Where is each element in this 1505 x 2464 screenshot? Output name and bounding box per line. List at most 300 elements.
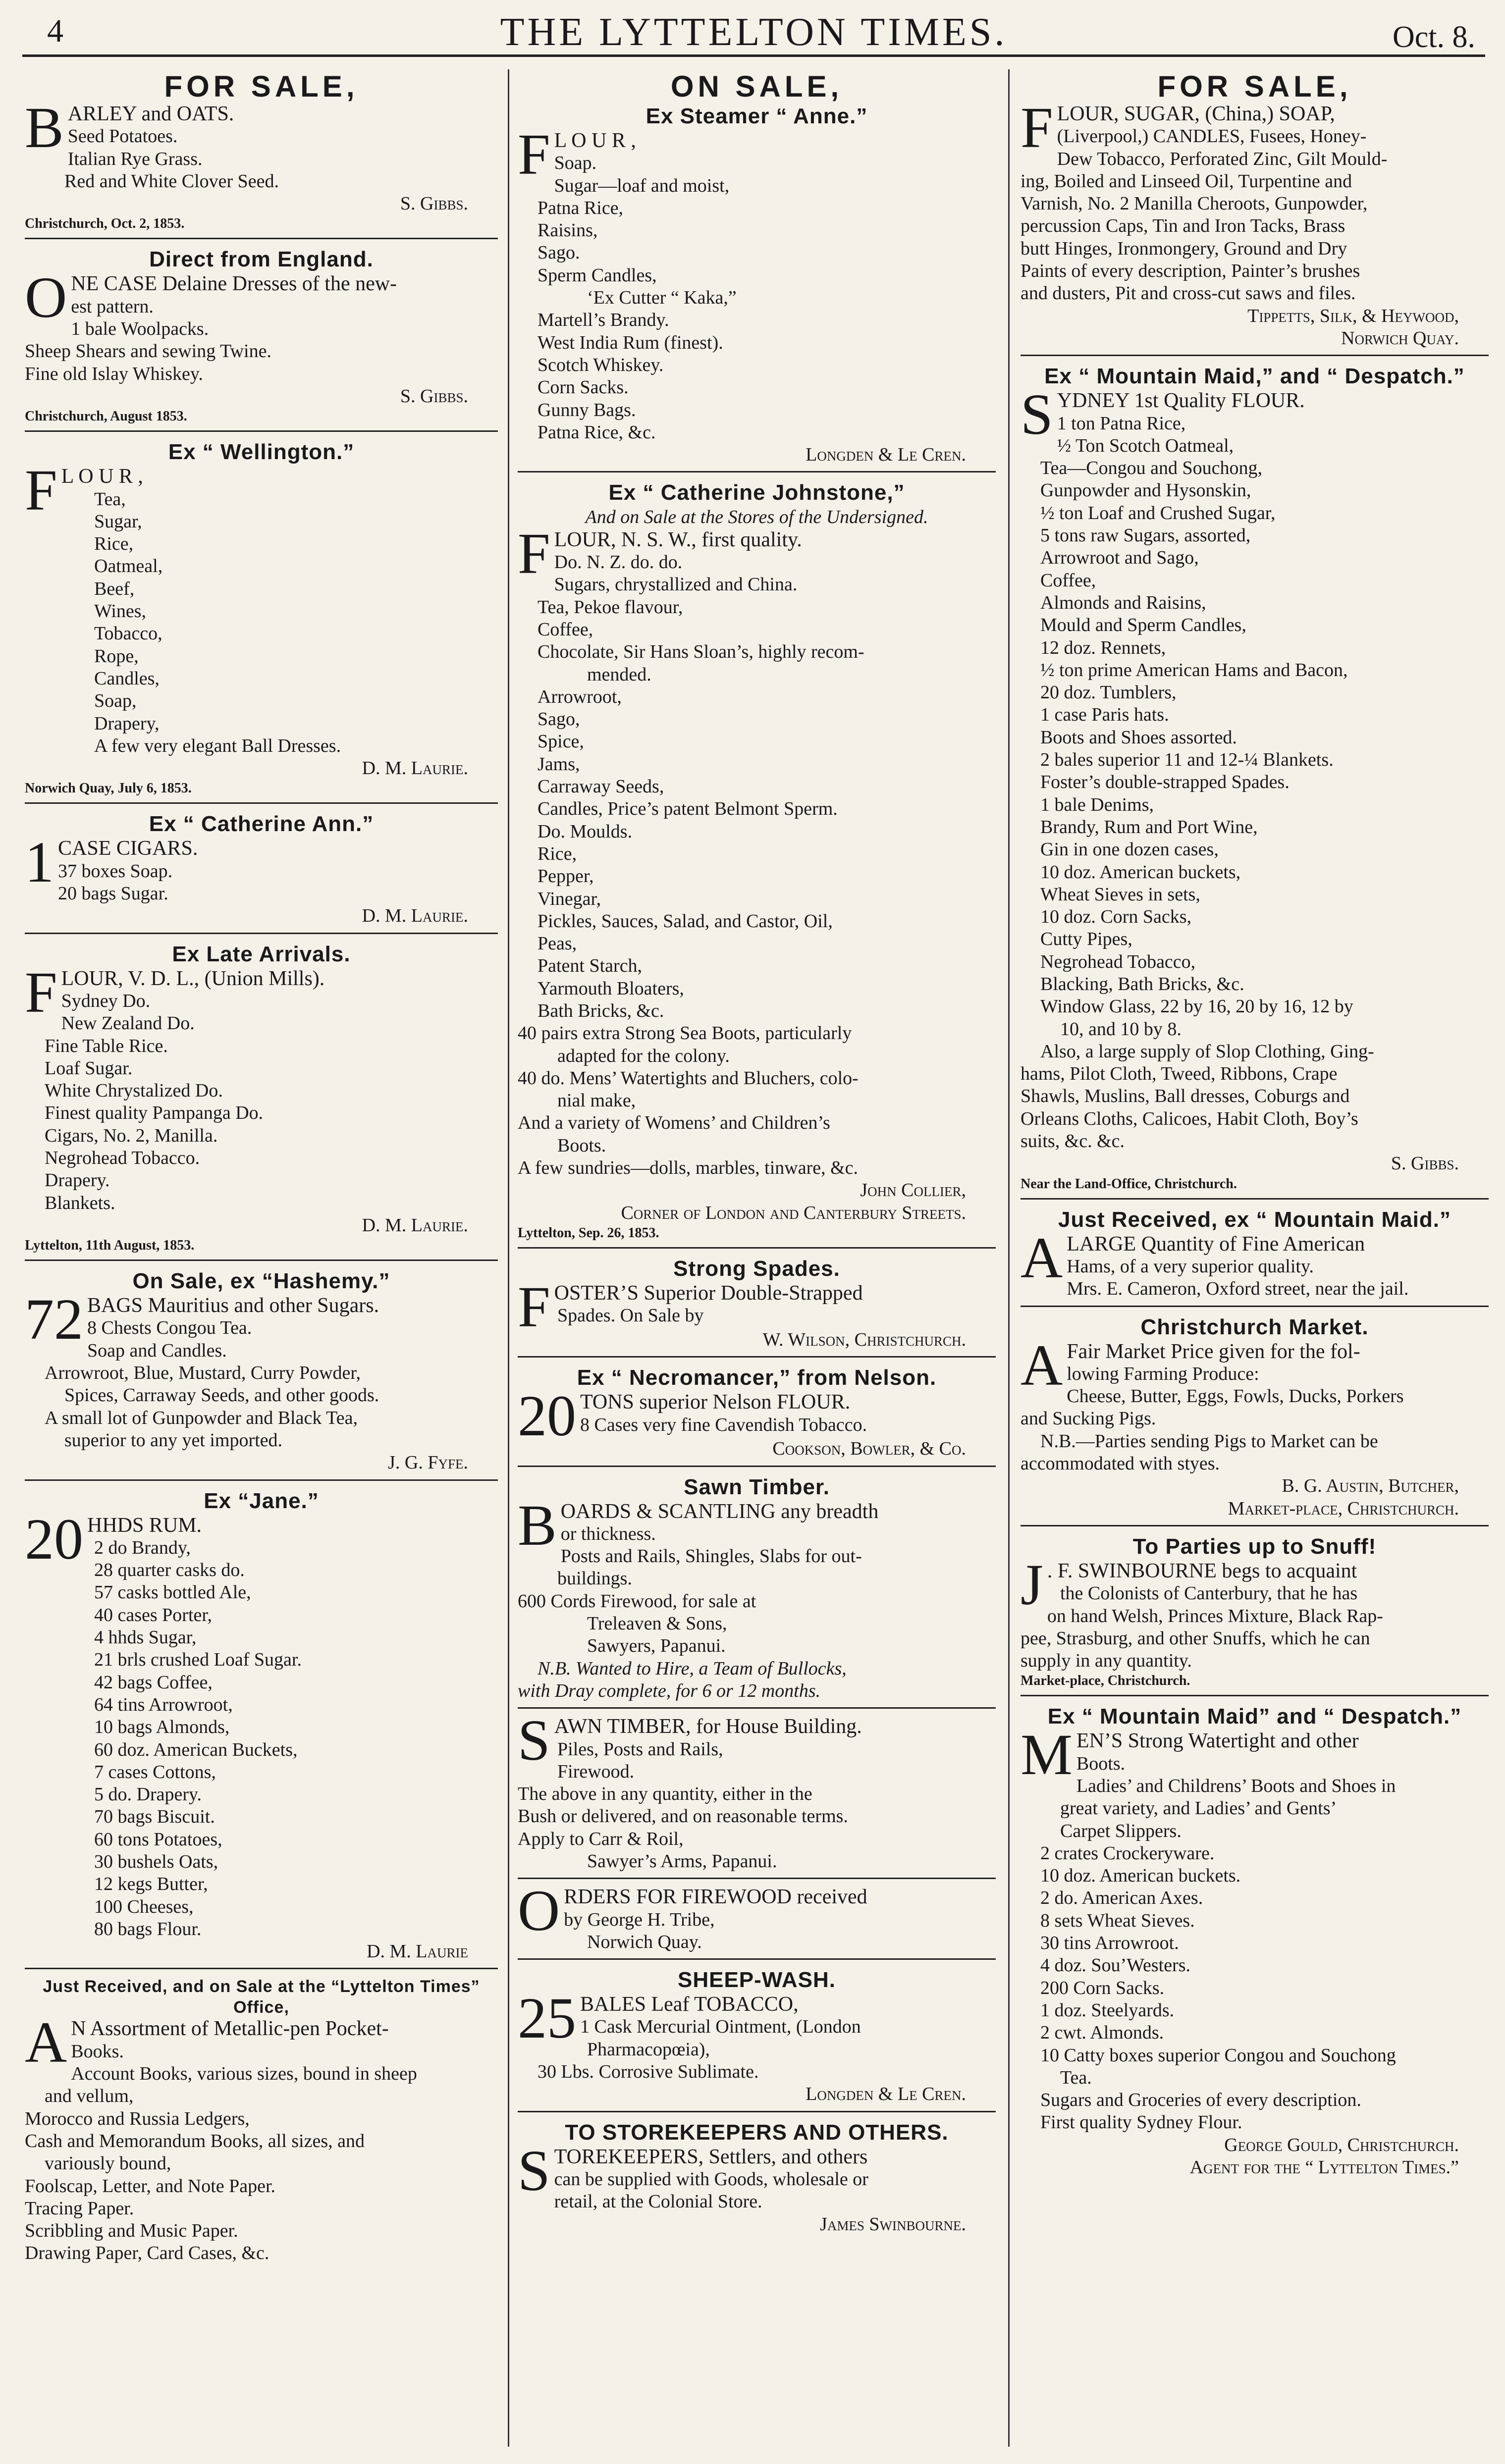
ad-line: 42 bags Coffee, [94, 1672, 213, 1693]
ad-heading: Ex “ Catherine Johnstone,” [608, 480, 905, 505]
ad-line: nial make, [557, 1090, 636, 1111]
ad-line: 30 tins Arrowroot. [1040, 1933, 1179, 1954]
ad-heading: Sawn Timber. [684, 1474, 830, 1499]
ad-line: percussion Caps, Tin and Iron Tacks, Brass [1021, 215, 1345, 237]
ad-first-line: NE CASE Delaine Dresses of the new- [71, 272, 397, 296]
drop-initial: 25 [518, 1986, 576, 2051]
ad-line: Soap, [94, 690, 137, 712]
ad-subheading: And on Sale at the Stores of the Undersigned. [585, 507, 928, 528]
ad-first-line: N Assortment of Metallic-pen Pocket- [71, 2017, 389, 2041]
ad-signature: D. M. Laurie. [362, 758, 468, 779]
ad-signature: D. M. Laurie. [362, 905, 468, 927]
advertisement [25, 69, 498, 239]
page-number: 4 [47, 13, 63, 49]
ad-heading: Ex “ Mountain Maid,” and “ Despatch.” [1044, 364, 1465, 389]
ad-line: butt Hinges, Ironmongery, Ground and Dry [1021, 238, 1347, 259]
drop-initial: M [1021, 1722, 1073, 1787]
ad-line: and vellum, [45, 2086, 134, 2107]
ad-line: Martell’s Brandy. [538, 310, 669, 331]
ad-line: Gunpowder and Hysonskin, [1040, 480, 1251, 501]
drop-initial: A [1021, 1225, 1063, 1290]
ad-signature-line-2: Corner of London and Canterbury Streets. [621, 1202, 966, 1223]
drop-initial: S [518, 1708, 550, 1773]
column-3 [1021, 69, 1489, 2452]
drop-initial: O [518, 1878, 560, 1943]
ad-heading: Strong Spades. [673, 1256, 840, 1281]
ad-line: A small lot of Gunpowder and Black Tea, [45, 1407, 358, 1428]
ad-first-line: L O U R , [61, 465, 143, 488]
ad-body [518, 1986, 996, 2083]
drop-initial: F [25, 458, 57, 523]
ad-line: can be supplied with Goods, wholesale or [554, 2168, 868, 2190]
ad-body [25, 1506, 498, 1941]
ad-line: N.B. Wanted to Hire, a Team of Bullocks, [538, 1658, 847, 1679]
ad-line: ½ Ton Scotch Oatmeal, [1057, 435, 1234, 456]
ad-first-line: LOUR, V. D. L., (Union Mills). [61, 967, 325, 990]
ad-line: 8 Cases very fine Cavendish Tobacco. [580, 1414, 867, 1435]
ad-line: Norwich Quay. [587, 1931, 702, 1952]
ad-line: 600 Cords Firewood, for sale at [518, 1590, 756, 1612]
ad-signature-line-2: Market-place, Christchurch. [1228, 1498, 1459, 1519]
ad-line: by George H. Tribe, [564, 1909, 715, 1930]
ad-body [518, 122, 996, 444]
ad-line: Sugar—loaf and moist, [554, 175, 730, 196]
ad-line: 4 doz. Sou’Westers. [1040, 1955, 1190, 1976]
ad-heading: To Parties up to Snuff! [1132, 1534, 1377, 1559]
ad-line: ½ ton Loaf and Crushed Sugar, [1040, 502, 1276, 524]
advertisement [1021, 1702, 1489, 2184]
ad-line: And a variety of Womens’ and Children’s [518, 1112, 830, 1134]
ad-line: Peas, [538, 933, 577, 954]
ad-line: Account Books, various sizes, bound in sheep [71, 2063, 417, 2085]
ad-line: Carpet Slippers. [1060, 1820, 1182, 1841]
ad-signature: James Swinbourne. [820, 2213, 966, 2235]
advertisement [25, 1267, 498, 1480]
ad-first-line: EN’S Strong Watertight and other [1076, 1730, 1359, 1753]
ad-line: retail, at the Colonial Store. [554, 2191, 762, 2212]
ad-line: Treleaven & Sons, [587, 1613, 727, 1634]
advertisement [518, 69, 996, 472]
ad-dateline: Norwich Quay, July 6, 1853. [25, 781, 192, 796]
ad-line: 2 cwt. Almonds. [1040, 2022, 1164, 2044]
ad-line: Candles, [94, 668, 160, 689]
advertisement [1021, 1206, 1489, 1307]
ad-line: 2 do Brandy, [94, 1537, 191, 1558]
ad-line: supply in any quantity. [1021, 1650, 1192, 1672]
advertisement [518, 1363, 996, 1467]
ad-line: 37 boxes Soap. [58, 860, 173, 882]
newspaper-title: THE LYTTELTON TIMES. [500, 10, 1008, 54]
ad-signature: Cookson, Bowler, & Co. [772, 1438, 966, 1460]
ad-line: Varnish, No. 2 Manilla Cheroots, Gunpowder, [1021, 193, 1368, 214]
ad-line: Tea, Pekoe flavour, [538, 596, 683, 618]
ad-line: 2 bales superior 11 and 12-¼ Blankets. [1040, 749, 1334, 771]
ad-line: Posts and Rails, Shingles, Slabs for out- [560, 1546, 862, 1567]
advertisement [25, 1975, 498, 2269]
ad-line: 20 doz. Tumblers, [1040, 682, 1177, 703]
ad-first-line: LOUR, N. S. W., first quality. [554, 528, 802, 551]
ad-body [518, 2138, 996, 2213]
ad-signature: S. Gibbs. [1391, 1153, 1459, 1174]
ad-heading: Christchurch Market. [1140, 1314, 1369, 1339]
ad-body [518, 1708, 996, 1873]
ad-heading: Ex “ Mountain Maid” and “ Despatch.” [1047, 1704, 1462, 1729]
page-header [22, 5, 1485, 57]
ad-body [25, 2010, 498, 2264]
drop-initial: F [518, 1274, 550, 1339]
ad-line: Patna Rice, [538, 197, 624, 218]
ad-line: 2 crates Crockeryware. [1040, 1842, 1215, 1864]
ad-line: Negrohead Tobacco, [1040, 951, 1196, 972]
ad-line: est pattern. [71, 296, 154, 317]
ad-first-line: . F. SWINBOURNE begs to acquaint [1047, 1559, 1357, 1582]
ad-first-line: OARDS & SCANTLING any breadth [560, 1500, 879, 1523]
drop-initial: S [1021, 382, 1053, 447]
ad-signature: S. Gibbs. [400, 193, 468, 214]
ad-line: buildings. [557, 1568, 632, 1589]
ad-line: mended. [587, 664, 651, 685]
ad-line: 1 Cask Mercurial Ointment, (London [580, 2016, 861, 2038]
ad-line: Piles, Posts and Rails, [557, 1738, 723, 1760]
ad-body [1021, 1225, 1489, 1301]
drop-initial: F [518, 122, 550, 187]
ad-line: 10 doz. Corn Sacks, [1040, 906, 1192, 928]
ad-line: Soap and Candles. [87, 1340, 227, 1361]
ad-signature-line-2: Agent for the “ Lyttelton Times.” [1189, 2157, 1459, 2178]
ad-line: Bush or delivered, and on reasonable terms. [518, 1806, 848, 1827]
drop-initial: J [1021, 1552, 1043, 1617]
ad-line: Foolscap, Letter, and Note Paper. [25, 2175, 276, 2197]
ad-line: Seed Potatoes. [67, 126, 178, 147]
ad-body [518, 1492, 996, 1703]
ad-line: 64 tins Arrowroot, [94, 1694, 233, 1715]
drop-initial: O [25, 265, 67, 330]
ad-first-line: TOREKEEPERS, Settlers, and others [554, 2145, 868, 2168]
ad-first-line: LOUR, SUGAR, (China,) SOAP, [1057, 103, 1335, 125]
ad-line: Boots and Shoes assorted. [1040, 727, 1237, 748]
ad-signature: George Gould, Christchurch. [1224, 2134, 1459, 2155]
drop-initial: 72 [25, 1287, 83, 1352]
ad-line: 40 cases Porter, [94, 1604, 213, 1625]
ad-line: Tea. [1060, 2067, 1092, 2088]
ad-line: 12 kegs Butter, [94, 1874, 208, 1895]
advertisement [25, 245, 498, 432]
ad-line: 200 Corn Sacks. [1040, 1977, 1165, 1998]
ad-line: The above in any quantity, either in the [518, 1783, 812, 1805]
ad-line: Tracing Paper. [25, 2198, 134, 2219]
ad-line: 70 bags Biscuit. [94, 1806, 215, 1828]
ad-line: 2 do. American Axes. [1040, 1887, 1203, 1909]
ad-line: N.B.—Parties sending Pigs to Market can be [1040, 1430, 1378, 1452]
ad-line: Tobacco, [94, 623, 162, 644]
ad-line: Paints of every description, Painter’s brushes [1021, 261, 1360, 282]
ad-body [518, 521, 996, 1180]
ad-heading: Just Received, and on Sale at the “Lyttelton Times” Office, [43, 1977, 480, 2017]
ad-line: Gin in one dozen cases, [1040, 839, 1219, 860]
ad-line: 10 Catty boxes superior Congou and Souchong [1040, 2045, 1396, 2066]
ad-line: 40 pairs extra Strong Sea Boots, particularly [518, 1023, 852, 1044]
ad-line: Also, a large supply of Slop Clothing, Ging- [1040, 1041, 1374, 1062]
ad-first-line: Fair Market Price given for the fol- [1067, 1340, 1360, 1363]
ad-line: the Colonists of Canterbury, that he has [1060, 1583, 1358, 1604]
ad-line: hams, Pilot Cloth, Tweed, Ribbons, Crape [1021, 1063, 1338, 1085]
ad-line: Scribbling and Music Paper. [25, 2220, 238, 2242]
ad-line: Do. N. Z. do. do. [554, 552, 683, 573]
ad-line: Sawyer’s Arms, Papanui. [587, 1851, 777, 1872]
advertisement [518, 1255, 996, 1358]
drop-initial: 20 [518, 1383, 576, 1449]
ad-heading: Ex “ Necromancer,” from Nelson. [577, 1365, 937, 1390]
ad-heading: ON SALE, [670, 70, 843, 103]
ad-dateline: Near the Land-Office, Christchurch. [1021, 1176, 1237, 1192]
ad-line: superior to any yet imported. [64, 1429, 283, 1451]
ad-line: Arrowroot, [538, 686, 622, 707]
drop-initial: F [25, 959, 57, 1025]
ad-first-line: ARLEY and OATS. [67, 103, 234, 125]
ad-line: great variety, and Ladies’ and Gents’ [1060, 1798, 1337, 1819]
ad-line: Window Glass, 22 by 16, 20 by 16, 12 by [1040, 996, 1353, 1017]
ad-first-line: YDNEY 1st Quality FLOUR. [1057, 389, 1305, 413]
drop-initial: A [1021, 1332, 1063, 1398]
ad-line: Fine old Islay Whiskey. [25, 363, 203, 384]
ad-line: (Liverpool,) CANDLES, Fusees, Honey- [1057, 126, 1367, 147]
ad-line: 1 case Paris hats. [1040, 704, 1169, 726]
ad-line: 80 bags Flour. [94, 1918, 202, 1940]
ad-line: West India Rum (finest). [538, 332, 723, 353]
ad-line: 21 brls crushed Loaf Sugar. [94, 1649, 302, 1671]
drop-initial: F [518, 521, 550, 586]
ad-line: First quality Sydney Flour. [1040, 2112, 1242, 2133]
ad-line: Yarmouth Bloaters, [538, 978, 684, 999]
ad-line: 1 doz. Steelyards. [1040, 1999, 1175, 2021]
ad-line: Sugars, chrystallized and China. [554, 574, 798, 595]
column-divider [1008, 69, 1010, 2447]
advertisement [25, 810, 498, 934]
ad-line: Blacking, Bath Bricks, &c. [1040, 973, 1244, 995]
ad-first-line: AWN TIMBER, for House Building. [554, 1715, 862, 1738]
ad-line: ½ ton prime American Hams and Bacon, [1040, 659, 1348, 681]
ad-line: suits, &c. &c. [1021, 1131, 1125, 1152]
ad-signature: D. M. Laurie. [362, 1214, 468, 1236]
ad-dateline: Christchurch, Oct. 2, 1853. [25, 216, 185, 232]
advertisement [1021, 362, 1489, 1199]
ad-line: 100 Cheeses, [94, 1896, 194, 1917]
ad-line: and Sucking Pigs. [1021, 1408, 1156, 1429]
ad-line: Sugar, [94, 511, 142, 532]
ad-line: 8 Chests Congou Tea. [87, 1317, 252, 1339]
ad-line: 1 ton Patna Rice, [1057, 413, 1186, 434]
ad-dateline: Christchurch, August 1853. [25, 409, 187, 424]
column-1 [25, 69, 498, 2452]
ad-heading: On Sale, ex “Hashemy.” [132, 1269, 390, 1294]
advertisement [25, 940, 498, 1261]
ad-line: Fine Table Rice. [45, 1035, 168, 1056]
ad-body [25, 830, 498, 905]
ad-first-line: BAGS Mauritius and other Sugars. [87, 1294, 379, 1317]
ad-line: 20 bags Sugar. [58, 883, 168, 904]
ad-line: Patent Starch, [538, 955, 643, 977]
ad-line: 30 Lbs. Corrosive Sublimate. [538, 2061, 759, 2083]
ad-line: Coffee, [1040, 570, 1096, 591]
ad-signature: Longden & Le Cren. [806, 2084, 966, 2105]
ad-line: Sperm Candles, [538, 264, 657, 286]
ad-line: Gunny Bags. [538, 399, 636, 420]
ad-line: Arrowroot and Sago, [1040, 547, 1199, 569]
ad-line: 60 doz. American Buckets, [94, 1739, 298, 1760]
drop-initial: B [25, 95, 64, 160]
ad-line: 8 sets Wheat Sieves. [1040, 1910, 1195, 1931]
ad-line: adapted for the colony. [557, 1045, 730, 1066]
ad-line: Cheese, Butter, Eggs, Fowls, Ducks, Porkers [1067, 1386, 1404, 1407]
ad-line: Sheep Shears and sewing Twine. [25, 341, 271, 362]
ad-line: Candles, Price’s patent Belmont Sperm. [538, 798, 838, 820]
ad-line: Sydney Do. [61, 990, 151, 1011]
ad-dateline: Lyttelton, Sep. 26, 1853. [518, 1225, 659, 1241]
ad-heading: Ex Late Arrivals. [172, 942, 351, 966]
ad-body [25, 95, 498, 193]
ad-line: Arrowroot, Blue, Mustard, Curry Powder, [45, 1363, 361, 1384]
ad-line: Cigars, No. 2, Manilla. [45, 1125, 218, 1146]
ad-line: variously bound, [45, 2153, 171, 2174]
ad-line: Sago, [538, 709, 580, 730]
ad-signature: Tippetts, Silk, & Heywood, [1247, 305, 1459, 326]
issue-date: Oct. 8. [1392, 20, 1475, 54]
ad-line: White Chrystalized Do. [45, 1080, 223, 1101]
ad-line: Boots. [1076, 1753, 1126, 1774]
ad-line: Corn Sacks. [538, 377, 629, 398]
advertisement [518, 1878, 996, 1960]
ad-line: 1 bale Denims, [1040, 794, 1154, 815]
advertisement [1021, 69, 1489, 356]
ad-first-line: TONS superior Nelson FLOUR. [580, 1391, 851, 1414]
drop-initial: A [25, 2010, 67, 2075]
drop-initial: B [518, 1492, 557, 1558]
ad-line: Tea, [94, 488, 126, 510]
ad-line: Orleans Cloths, Calicoes, Habit Cloth, Boy’s [1021, 1108, 1358, 1129]
ad-line: Patna Rice, &c. [538, 421, 656, 443]
ad-line: Coffee, [538, 619, 593, 640]
ad-line: Cutty Pipes, [1040, 929, 1132, 950]
ad-line: A few sundries—dolls, marbles, tinware, &c. [518, 1157, 859, 1179]
ad-heading: FOR SALE, [1157, 70, 1352, 103]
ad-line: 5 tons raw Sugars, assorted, [1040, 525, 1251, 546]
ad-line: Drawing Paper, Card Cases, &c. [25, 2243, 269, 2264]
ad-line: Wheat Sieves in sets, [1040, 884, 1200, 905]
ad-line: Morocco and Russia Ledgers, [25, 2108, 250, 2129]
ad-body [25, 458, 498, 757]
ad-body [25, 1287, 498, 1452]
ad-line: Loaf Sugar. [45, 1057, 133, 1079]
ad-line: 60 tons Potatoes, [94, 1829, 222, 1850]
ad-signature: John Collier, [860, 1180, 966, 1201]
ad-line: with Dray complete, for 6 or 12 months. [518, 1680, 821, 1701]
ad-line: Shawls, Muslins, Ball dresses, Coburgs and [1021, 1086, 1350, 1107]
ad-subheading: Ex Steamer “ Anne.” [645, 104, 868, 128]
ad-line: Hams, of a very superior quality. [1067, 1256, 1314, 1277]
advertisement [518, 2118, 996, 2241]
ad-heading: Ex “Jane.” [204, 1488, 319, 1513]
ad-line: and dusters, Pit and cross-cut saws and files. [1021, 283, 1356, 304]
ad-body [25, 265, 498, 385]
ad-line: Beef, [94, 578, 135, 599]
ad-line: Pickles, Sauces, Salad, and Castor, Oil, [538, 910, 833, 932]
ad-first-line: LARGE Quantity of Fine American [1067, 1232, 1365, 1256]
ad-line: Rice, [94, 533, 134, 555]
ad-line: Cash and Memorandum Books, all sizes, and [25, 2130, 365, 2151]
ad-line: ing, Boiled and Linseed Oil, Turpentine and [1021, 170, 1352, 192]
ad-line: Scotch Whiskey. [538, 354, 664, 375]
advertisement [518, 1708, 996, 1879]
ad-line: 4 hhds Sugar, [94, 1627, 197, 1648]
ad-line: Rope, [94, 645, 139, 667]
ad-line: 10 bags Almonds, [94, 1717, 230, 1738]
ad-heading: Just Received, ex “ Mountain Maid.” [1058, 1207, 1451, 1232]
ad-line: 12 doz. Rennets, [1040, 637, 1166, 658]
ad-heading: Ex “ Wellington.” [168, 440, 355, 465]
ad-line: Sugars and Groceries of every description. [1040, 2090, 1361, 2111]
ad-first-line: RDERS FOR FIREWOOD received [564, 1886, 867, 1909]
ad-line: Drapery, [94, 713, 160, 734]
ad-line: ‘Ex Cutter “ Kaka,” [587, 287, 737, 309]
ad-line: Rice, [538, 843, 577, 864]
ad-line: 30 bushels Oats, [94, 1851, 218, 1872]
ad-body [1021, 382, 1489, 1153]
ad-line: 10 doz. American buckets, [1040, 861, 1241, 883]
ad-line: Vinegar, [538, 888, 601, 909]
ad-heading: Direct from England. [149, 247, 374, 272]
ad-body [1021, 1552, 1489, 1672]
ad-first-line: OSTER’S Superior Double-Strapped [554, 1281, 863, 1305]
ad-line: Raisins, [538, 220, 598, 241]
ad-body [1021, 95, 1489, 305]
ad-line: Firewood. [557, 1761, 635, 1782]
ad-dateline: Lyttelton, 11th August, 1853. [25, 1238, 195, 1254]
ad-line: Bath Bricks, &c. [538, 1000, 664, 1021]
ad-line: 10, and 10 by 8. [1060, 1018, 1182, 1040]
ad-line: Brandy, Rum and Port Wine, [1040, 816, 1258, 838]
ad-line: 28 quarter casks do. [94, 1560, 245, 1581]
ad-line: 5 do. Drapery. [94, 1784, 202, 1805]
ad-signature: W. Wilson, Christchurch. [762, 1329, 966, 1350]
advertisement [518, 1966, 996, 2112]
ad-heading: FOR SALE, [164, 70, 359, 103]
ad-line: A few very elegant Ball Dresses. [94, 735, 341, 756]
ad-line: 57 casks bottled Ale, [94, 1582, 251, 1603]
ad-heading: TO STOREKEEPERS AND OTHERS. [565, 2120, 949, 2145]
ad-line: lowing Farming Produce: [1067, 1363, 1259, 1384]
ad-line: 7 cases Cottons, [94, 1761, 216, 1782]
ad-line: Mrs. E. Cameron, Oxford street, near the jail. [1067, 1278, 1409, 1300]
ad-line: on hand Welsh, Princes Mixture, Black Rap- [1047, 1605, 1383, 1626]
ad-line: Boots. [557, 1135, 606, 1156]
ad-first-line: HHDS RUM. [87, 1514, 202, 1537]
ad-body [518, 1274, 996, 1339]
ad-heading: SHEEP-WASH. [677, 1968, 836, 1992]
ad-line: Spades. On Sale by [557, 1305, 704, 1326]
ad-line: Tea—Congou and Souchong, [1040, 458, 1263, 479]
ad-line: 10 doz. American buckets. [1040, 1865, 1241, 1887]
drop-initial: S [518, 2138, 550, 2203]
drop-initial: 20 [25, 1506, 83, 1572]
ad-signature: S. Gibbs. [400, 385, 468, 407]
advertisement [25, 1487, 498, 1970]
ad-line: Blankets. [45, 1192, 115, 1213]
ad-line: Italian Rye Grass. [67, 148, 203, 169]
ad-line: Oatmeal, [94, 556, 163, 577]
ad-signature: D. M. Laurie [367, 1941, 468, 1962]
ad-line: pee, Strasburg, and other Snuffs, which he can [1021, 1627, 1370, 1649]
column-2 [518, 69, 996, 2452]
